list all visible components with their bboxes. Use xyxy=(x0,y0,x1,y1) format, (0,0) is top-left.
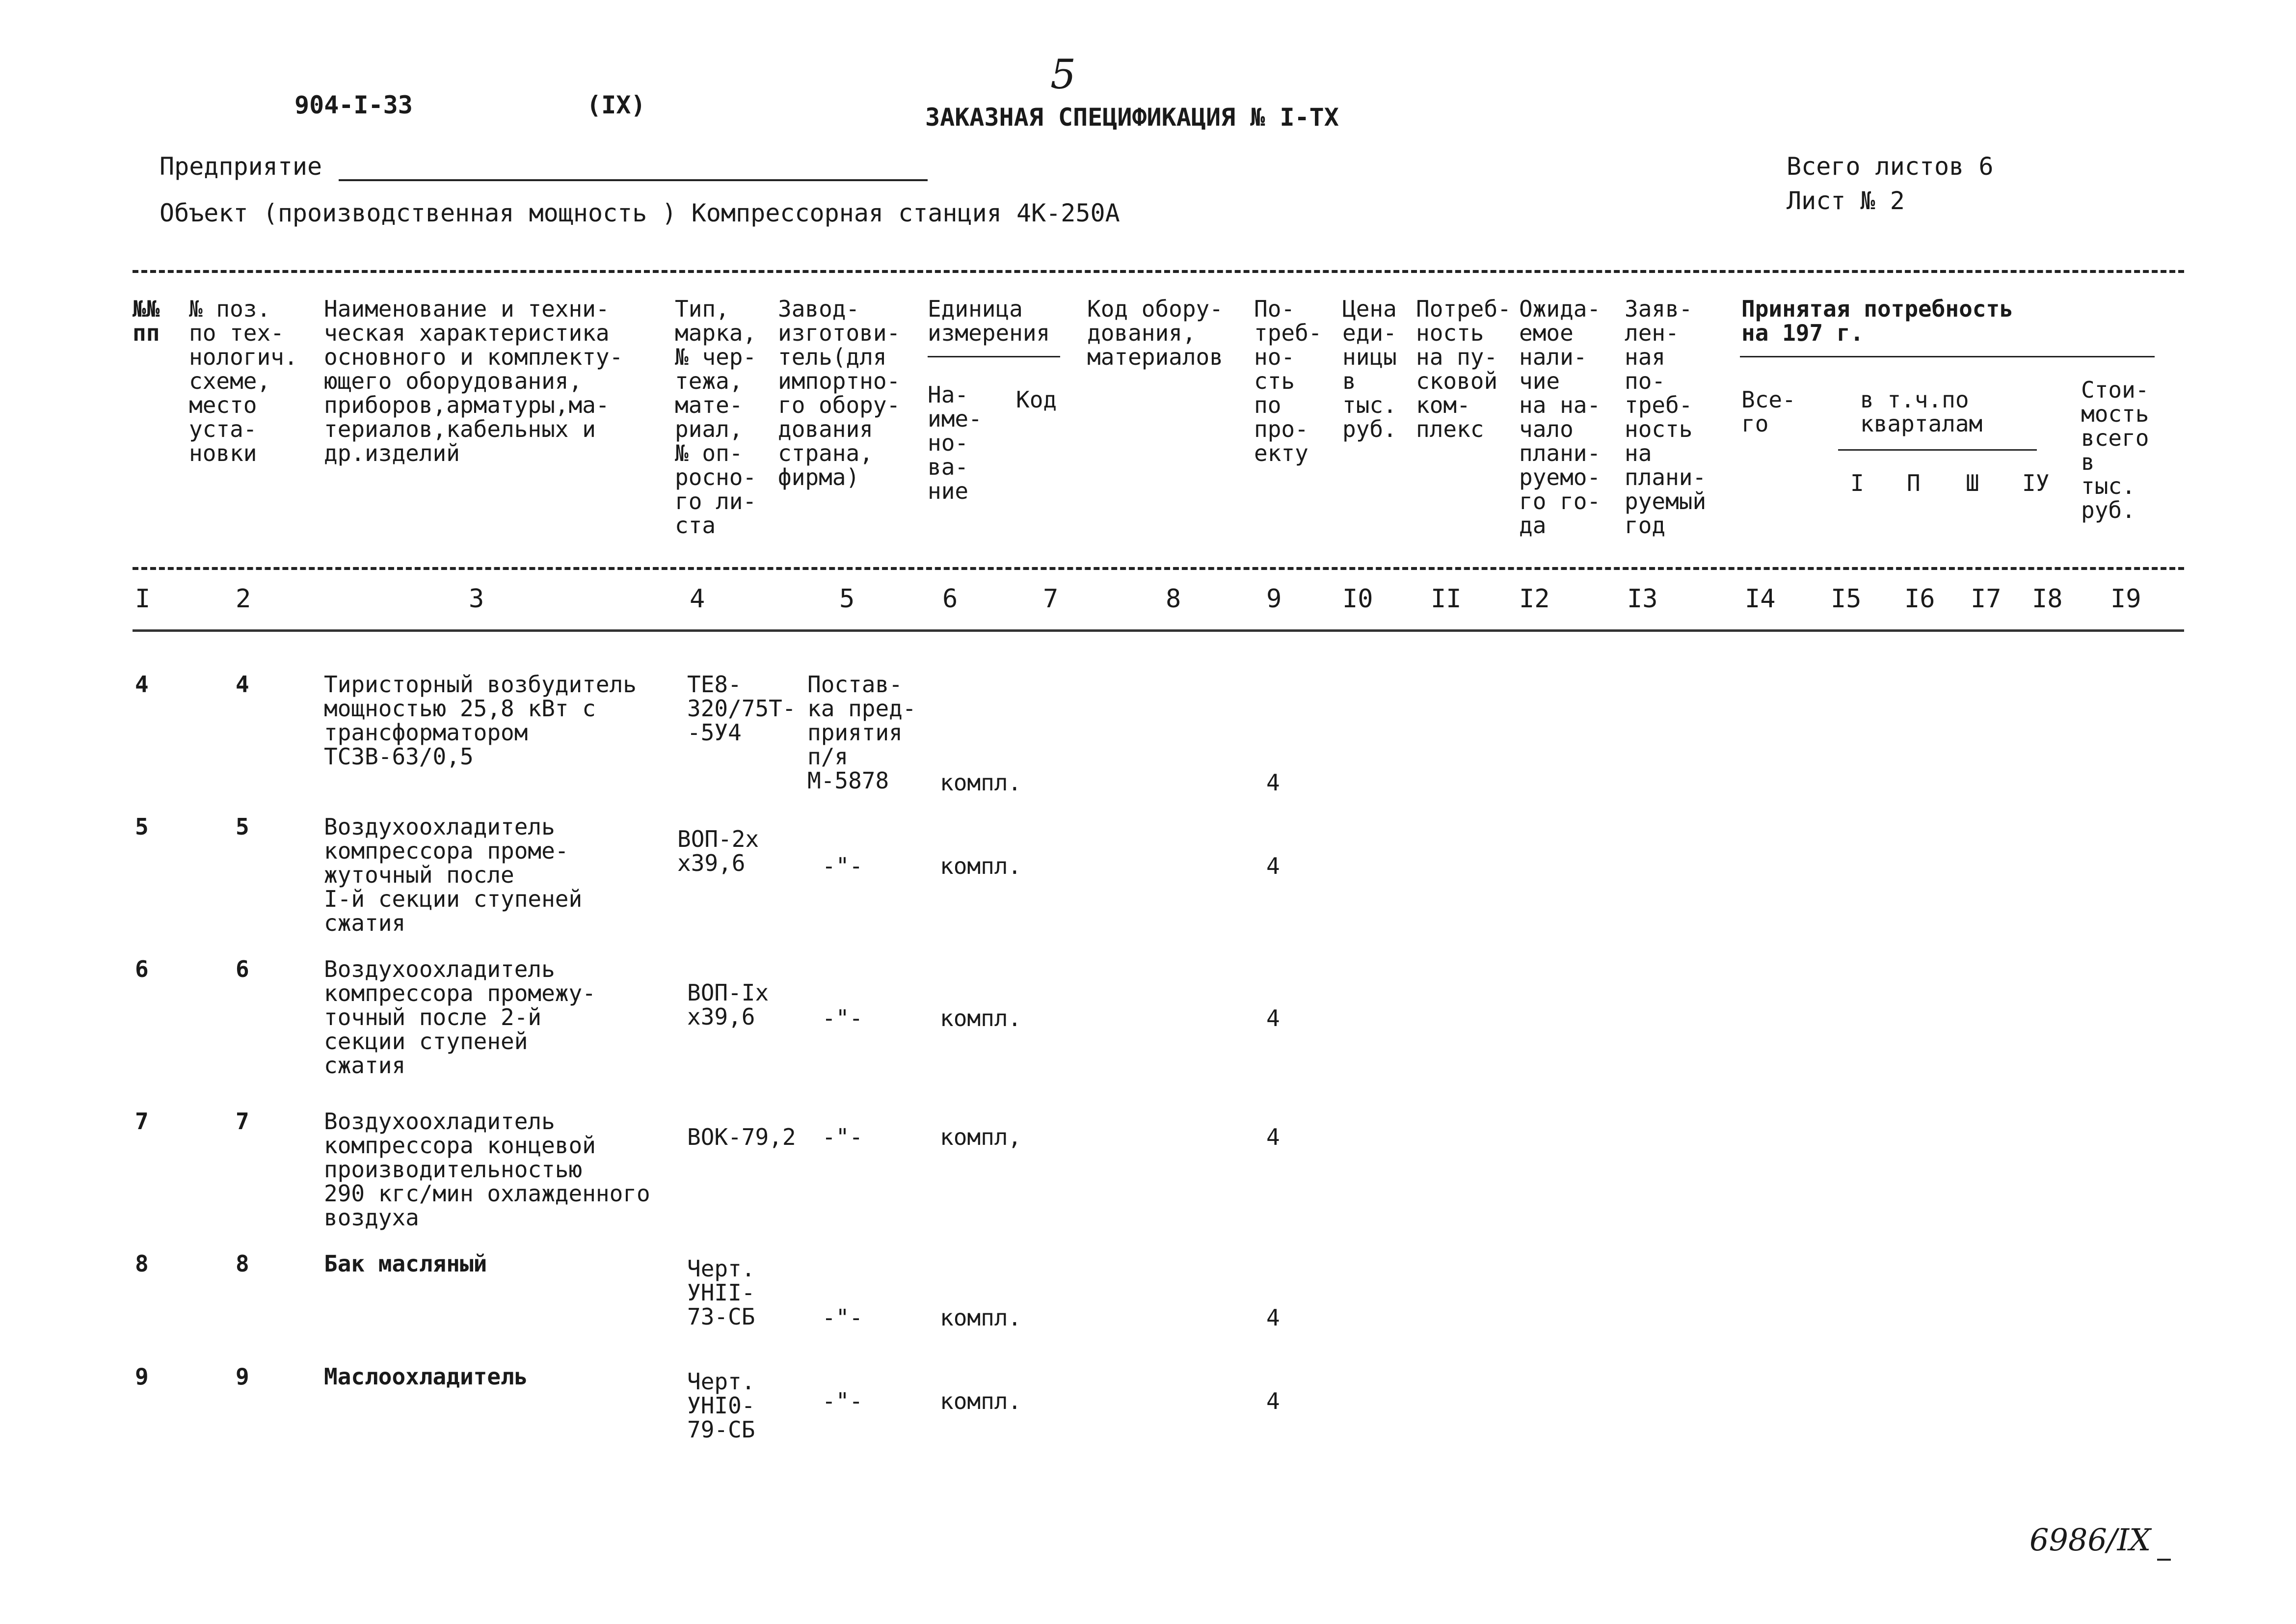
col-header-q1: I xyxy=(1850,470,1864,496)
col-header-12: Ожида- емое нали- чие на на- чало плани- руемо- го го- да xyxy=(1519,296,1601,539)
item-unit: компл. xyxy=(940,1304,1022,1331)
col-number: I7 xyxy=(1971,584,2002,614)
item-quantity: 4 xyxy=(1266,1304,1280,1331)
col-number: 8 xyxy=(1166,584,1181,614)
col-number: I4 xyxy=(1745,584,1776,614)
item-maker: -"- xyxy=(822,1304,863,1331)
row-number: 5 xyxy=(135,813,149,840)
position-number: 8 xyxy=(236,1250,249,1277)
col-header-q3: Ш xyxy=(1966,470,1979,496)
col-number: II xyxy=(1431,584,1462,614)
col-header-8: Код обору- дования, материалов xyxy=(1087,296,1223,370)
table-top-rule xyxy=(133,270,2184,273)
item-unit: компл. xyxy=(940,853,1022,879)
item-type: ВОК-79,2 xyxy=(687,1124,796,1150)
position-number: 7 xyxy=(236,1108,249,1135)
col-number: 9 xyxy=(1266,584,1282,614)
item-name: Бак масляный xyxy=(324,1250,487,1277)
col-header-3: Наименование и техни- ческая характеристика основного и комплекту- ющего оборудования, приборов,арматуры,ма- териалов,кабельных и др.изделий xyxy=(324,296,623,466)
item-maker: -"- xyxy=(822,853,863,879)
col-header-4: Тип, марка, № чер- тежа, мате- риал, № оп- росно- го ли- ста xyxy=(675,296,757,539)
col-header-unit-group: Единица измерения xyxy=(928,296,1050,346)
header-bottom-rule xyxy=(133,567,2184,570)
item-name: Воздухоохладитель компрессора концевой производительностью 290 кгс/мин охлажденного воздуха xyxy=(324,1108,650,1231)
col-header-11: Потреб- ность на пу- сковой ком- плекс xyxy=(1416,296,1511,442)
position-number: 9 xyxy=(236,1363,249,1390)
row-number: 7 xyxy=(135,1108,149,1135)
row-number: 4 xyxy=(135,671,149,698)
item-maker: -"- xyxy=(822,1005,863,1031)
col-number: 2 xyxy=(236,584,251,614)
doc-part: (IX) xyxy=(587,91,646,119)
col-header-2: № поз. по тех- нологич. схеме, место уста- новки xyxy=(189,296,298,466)
col-number: I9 xyxy=(2110,584,2141,614)
doc-code: 904-I-33 xyxy=(294,91,413,119)
col-number: I5 xyxy=(1831,584,1862,614)
col-number: I2 xyxy=(1519,584,1550,614)
col-number: I3 xyxy=(1627,584,1658,614)
enterprise-underline xyxy=(339,179,928,181)
item-type: Черт. УНII- 73-СБ xyxy=(687,1255,755,1330)
col-number: I0 xyxy=(1342,584,1373,614)
col-number: 7 xyxy=(1043,584,1059,614)
position-number: 5 xyxy=(236,813,249,840)
quarters-group-underline xyxy=(1838,449,2037,451)
col-header-7: Код xyxy=(1016,386,1057,413)
item-maker: -"- xyxy=(822,1388,863,1414)
object-line: Объект (производственная мощность ) Компрессорная станция 4К-250А xyxy=(160,199,1120,227)
row-number: 8 xyxy=(135,1250,149,1277)
col-header-accepted-group: Принятая потребность на 197 г. xyxy=(1741,296,2013,346)
item-maker: Постав- ка пред- приятия п/я М-5878 xyxy=(807,671,916,794)
item-quantity: 4 xyxy=(1266,1124,1280,1150)
document-title: ЗАКАЗНАЯ СПЕЦИФИКАЦИЯ № I-ТХ xyxy=(925,103,1339,132)
position-number: 6 xyxy=(236,956,249,982)
col-header-9: По- треб- но- сть по про- екту xyxy=(1254,296,1322,466)
col-number: 6 xyxy=(942,584,958,614)
item-quantity: 4 xyxy=(1266,769,1280,796)
item-name: Маслоохладитель xyxy=(324,1363,528,1390)
col-header-10: Цена еди- ницы в тыс. руб. xyxy=(1342,296,1397,442)
item-type: ТЕ8- 320/75Т- -5У4 xyxy=(687,671,796,746)
row-number: 9 xyxy=(135,1363,149,1390)
col-number: I6 xyxy=(1904,584,1935,614)
item-type: Черт. УНI0- 79-СБ xyxy=(687,1368,755,1443)
col-header-q4: IУ xyxy=(2022,470,2050,496)
accepted-group-underline xyxy=(1740,356,2155,357)
item-name: Тиристорный возбудитель мощностью 25,8 кВт с трансформатором ТСЗВ-63/0,5 xyxy=(324,671,637,770)
col-number: 3 xyxy=(469,584,484,614)
stamp-corner-mark xyxy=(2157,1559,2171,1561)
sheets-total: Всего листов 6 xyxy=(1787,152,1994,181)
col-header-6: На- име- но- ва- ние xyxy=(928,381,982,504)
col-header-13: Заяв- лен- ная по- треб- ность на плани- руемый год xyxy=(1625,296,1707,539)
col-header-q2: П xyxy=(1907,470,1921,496)
col-header-5: Завод- изготови- тель(для импортно- го обору- дования страна, фирма) xyxy=(778,296,901,490)
sheet-number: Лист № 2 xyxy=(1787,187,1905,215)
item-type: ВОП-Iх х39,6 xyxy=(687,979,769,1030)
item-name: Воздухоохладитель компрессора проме- жуточный после I-й секции ступеней сжатия xyxy=(324,813,583,936)
archive-stamp: 6986/IX xyxy=(2029,1522,2151,1558)
item-unit: компл. xyxy=(940,769,1022,796)
position-number: 4 xyxy=(236,671,249,698)
item-unit: компл. xyxy=(940,1005,1022,1031)
enterprise-label: Предприятие xyxy=(160,152,322,181)
numbers-bottom-rule xyxy=(133,629,2184,632)
col-number: I8 xyxy=(2032,584,2063,614)
col-number: 5 xyxy=(839,584,855,614)
item-name: Воздухоохладитель компрессора промежу- точный после 2-й секции ступеней сжатия xyxy=(324,956,596,1079)
unit-group-underline xyxy=(928,356,1060,357)
row-number: 6 xyxy=(135,956,149,982)
item-quantity: 4 xyxy=(1266,853,1280,879)
item-maker: -"- xyxy=(822,1124,863,1150)
col-header-1: №№ пп xyxy=(133,296,160,346)
col-header-19: Стои- мость всего в тыс. руб. xyxy=(2081,377,2149,523)
col-number: 4 xyxy=(690,584,705,614)
page-number: 5 xyxy=(1050,52,1076,98)
item-unit: компл. xyxy=(940,1388,1022,1414)
item-unit: компл, xyxy=(940,1124,1022,1150)
col-header-quarters-group: в т.ч.по кварталам xyxy=(1860,386,1983,437)
item-type: ВОП-2х х39,6 xyxy=(677,826,759,876)
item-quantity: 4 xyxy=(1266,1005,1280,1031)
col-number: I xyxy=(135,584,151,614)
col-header-14: Все- го xyxy=(1741,386,1796,437)
item-quantity: 4 xyxy=(1266,1388,1280,1414)
